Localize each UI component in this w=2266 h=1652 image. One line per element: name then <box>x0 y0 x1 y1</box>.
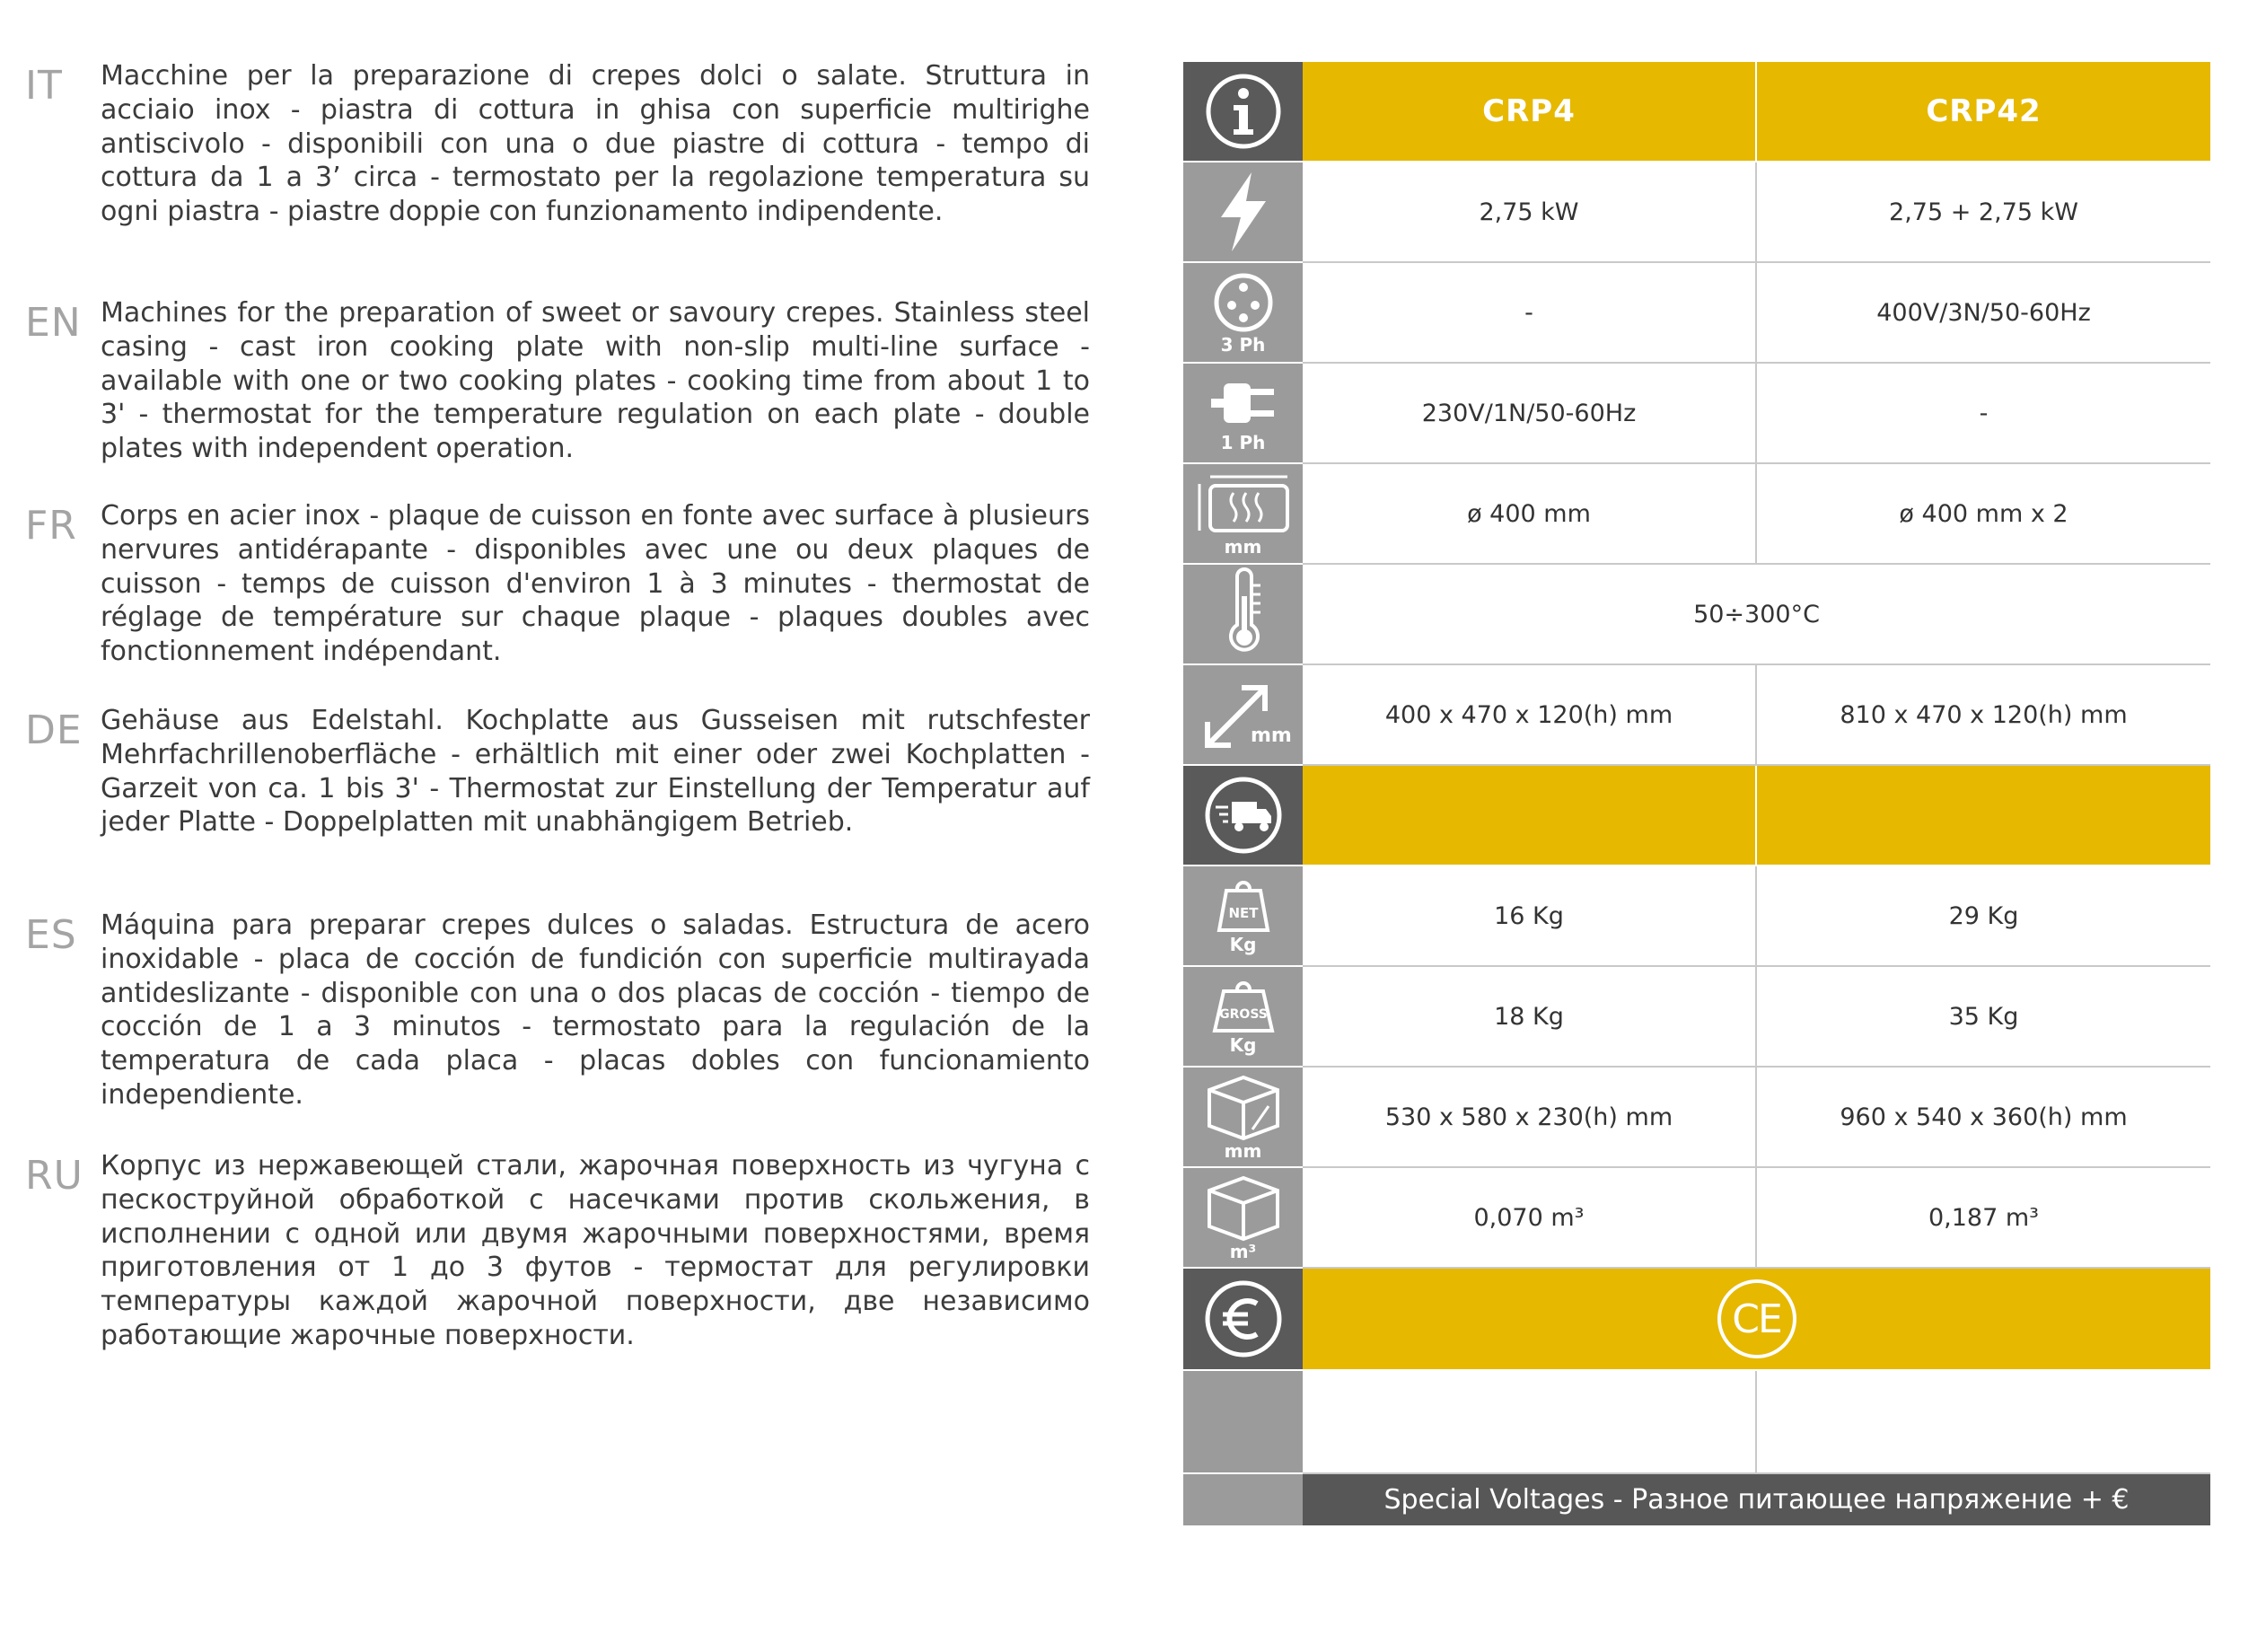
three-phase-row <box>1183 263 2210 364</box>
dimensions-row <box>1183 665 2210 766</box>
spec-table <box>1183 62 2210 1525</box>
shipping-header-row <box>1183 766 2210 866</box>
package-volume-icon-cell <box>1183 1168 1303 1269</box>
package-volume-value: 0,070 m³ <box>1303 1168 1757 1269</box>
gross-weight-label: Kg <box>1229 1034 1257 1056</box>
temperature-icon-cell <box>1183 565 1303 665</box>
description-text: Корпус из нержавеющей стали, жарочная поверхность из чугуна с пескоструйной обработкой с насечками против скольжения, в исполнении с одной или двумя жарочными поверхностями, время приготовления от 1 до 3 футов - термостат для регулировки температуры каждой жарочной поверхности, две независимо работающие жарочные поверхности. <box>101 1150 1090 1351</box>
package-volume-value: 0,187 m³ <box>1757 1168 2210 1269</box>
delivery-icon-cell <box>1183 766 1303 866</box>
header-row <box>1183 62 2210 163</box>
price-icon-cell <box>1183 1371 1303 1474</box>
language-code: IT <box>25 63 63 109</box>
description-text: Corps en acier inox - plaque de cuisson en fonte avec surface à plusieurs nervures antidérapante - disponibles avec une ou deux plaques de cuisson - temps de cuisson d'environ 1 à 3 minutes - thermostat de réglage de température sur chaque plaque - plaques doubles avec fonctionnement indépendant. <box>101 500 1090 668</box>
dimensions-value: 400 x 470 x 120(h) mm <box>1303 665 1757 766</box>
language-code: DE <box>25 707 83 753</box>
package-size-row <box>1183 1068 2210 1168</box>
plate-size-value: ø 400 mm <box>1303 464 1757 565</box>
gross-weight-icon <box>1208 979 1279 1034</box>
power-value: 2,75 kW <box>1303 163 1757 263</box>
description-text: Gehäuse aus Edelstahl. Kochplatte aus Gusseisen mit rutschfester Mehrfachrillenoberfläche - erhältlich mit einer oder zwei Kochplatten - Garzeit von ca. 1 bis 3' - Thermostat zur Einstellung der Temperatur auf jeder Platte - Doppelplatten mit unabhängigem Betrieb. <box>101 705 1090 839</box>
dimensions-icon <box>1200 677 1292 752</box>
plate-size-icon-cell <box>1183 464 1303 565</box>
description-text: Machines for the preparation of sweet or savoury crepes. Stainless steel casing - cast iron cooking plate with non-slip multi-line surface - available with one or two cooking plates - cooking time from about 1 to 3' - thermostat for the temperature regulation on each plate - double plates with independent operation. <box>101 297 1090 465</box>
three-phase-label: 3 Ph <box>1220 334 1266 356</box>
single-phase-row <box>1183 364 2210 464</box>
svg-text:mm: mm <box>1250 725 1292 747</box>
euro-icon <box>1203 1279 1284 1359</box>
net-weight-value: 16 Kg <box>1303 866 1757 967</box>
language-code: ES <box>25 912 77 958</box>
single-phase-plug-icon <box>1208 374 1279 432</box>
plate-size-value: ø 400 mm x 2 <box>1757 464 2210 565</box>
gross-weight-row <box>1183 967 2210 1068</box>
package-size-icon-cell <box>1183 1068 1303 1168</box>
thermometer-icon <box>1221 571 1266 657</box>
net-weight-label: Kg <box>1229 934 1257 955</box>
package-volume-icon <box>1206 1174 1281 1241</box>
package-size-icon <box>1206 1074 1281 1140</box>
svg-text:GROSS: GROSS <box>1218 1007 1268 1022</box>
special-voltages-footer: Special Voltages - Разное питающее напряжение + € <box>1303 1474 2210 1525</box>
single-phase-value: 230V/1N/50-60Hz <box>1303 364 1757 464</box>
single-phase-label: 1 Ph <box>1220 432 1266 453</box>
price-value <box>1303 1371 1757 1474</box>
language-code: EN <box>25 300 82 346</box>
temperature-row <box>1183 565 2210 665</box>
three-phase-plug-icon <box>1212 271 1275 334</box>
net-weight-row <box>1183 866 2210 967</box>
plate-size-label: mm <box>1224 536 1262 558</box>
package-size-label: mm <box>1224 1140 1262 1162</box>
three-phase-icon-cell <box>1183 263 1303 364</box>
plate-size-row <box>1183 464 2210 565</box>
package-size-value: 960 x 540 x 360(h) mm <box>1757 1068 2210 1168</box>
info-icon <box>1204 72 1283 151</box>
ce-mark-cell <box>1303 1269 2210 1371</box>
shipping-header-cell <box>1757 766 2210 866</box>
three-phase-value: 400V/3N/50-60Hz <box>1757 263 2210 364</box>
gross-weight-value: 18 Kg <box>1303 967 1757 1068</box>
price-header-row <box>1183 1269 2210 1371</box>
euro-icon-cell <box>1183 1269 1303 1371</box>
ce-mark-icon: CE <box>1717 1279 1796 1358</box>
package-volume-row <box>1183 1168 2210 1269</box>
package-volume-label: m³ <box>1229 1241 1257 1262</box>
gross-weight-value: 35 Kg <box>1757 967 2210 1068</box>
gross-weight-icon-cell <box>1183 967 1303 1068</box>
delivery-truck-icon <box>1203 775 1284 856</box>
shipping-header-cell <box>1303 766 1757 866</box>
description-text: Máquina para preparar crepes dulces o saladas. Estructura de acero inoxidable - placa de cocción de fundición con superficie multirayada antideslizante - disponible con una o dos placas de cocción - tiempo de cocción de 1 a 3 minutos - termostato para la regulación de la temperatura de cada placa - placas dobles con funcionamiento independiente. <box>101 909 1090 1111</box>
language-code: FR <box>25 503 77 549</box>
price-row <box>1183 1371 2210 1474</box>
price-value <box>1757 1371 2210 1474</box>
single-phase-value: - <box>1757 364 2210 464</box>
power-value: 2,75 + 2,75 kW <box>1757 163 2210 263</box>
three-phase-value: - <box>1303 263 1757 364</box>
footer-icon-cell <box>1183 1474 1303 1525</box>
net-weight-icon <box>1212 878 1275 934</box>
svg-text:NET: NET <box>1227 905 1259 921</box>
package-size-value: 530 x 580 x 230(h) mm <box>1303 1068 1757 1168</box>
temperature-value: 50÷300°C <box>1303 565 2210 665</box>
plate-size-icon <box>1194 471 1293 536</box>
dimensions-icon-cell <box>1183 665 1303 766</box>
net-weight-icon-cell <box>1183 866 1303 967</box>
single-phase-icon-cell <box>1183 364 1303 464</box>
model-header-1: CRP4 <box>1303 62 1757 163</box>
model-header-2: CRP42 <box>1757 62 2210 163</box>
net-weight-value: 29 Kg <box>1757 866 2210 967</box>
power-bolt-icon <box>1212 171 1275 253</box>
info-icon-cell <box>1183 62 1303 163</box>
dimensions-value: 810 x 470 x 120(h) mm <box>1757 665 2210 766</box>
language-code: RU <box>25 1153 83 1199</box>
power-row <box>1183 163 2210 263</box>
power-icon-cell <box>1183 163 1303 263</box>
description-text: Macchine per la preparazione di crepes dolci o salate. Struttura in acciaio inox - piastra di cottura in ghisa con superficie multirighe antiscivolo - disponibili con una o due piastre di cottura - tempo di cottura da 1 a 3’ circa - termostato per la regolazione temperatura su ogni piastra - piastre doppie con funzionamento indipendente. <box>101 60 1090 228</box>
